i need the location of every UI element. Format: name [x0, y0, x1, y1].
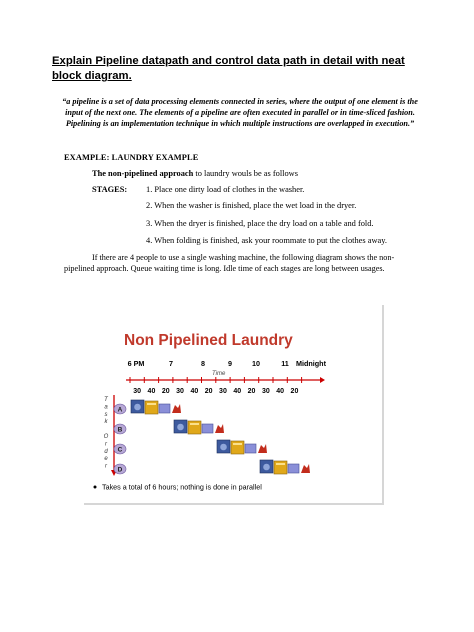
task-letter: D	[117, 466, 123, 474]
hour-label: 9	[228, 359, 232, 368]
dryer-panel-icon	[233, 443, 242, 445]
task-order-letter: d	[104, 448, 108, 455]
explanation-paragraph: If there are 4 people to use a single washing machine, the following diagram shows the non-pipelined approach. Queue waiting time is long. Idle time of each stages are long between usages.	[64, 253, 395, 273]
slot-label: 20	[247, 388, 256, 395]
washer-door-icon	[263, 464, 270, 471]
dryer-panel-icon	[276, 463, 285, 465]
hour-label: 11	[281, 359, 289, 368]
dryer-icon	[231, 441, 244, 454]
slot-label: 40	[147, 388, 156, 395]
hour-label: 10	[252, 359, 260, 368]
dryer-panel-icon	[147, 403, 156, 405]
slot-labels	[133, 388, 298, 395]
intro-line	[92, 169, 298, 178]
dryer-icon	[274, 461, 287, 474]
slot-label: 40	[233, 388, 242, 395]
task-row	[114, 460, 310, 474]
slot-label: 20	[161, 388, 170, 395]
fold-clothes-icon	[245, 444, 256, 453]
task-letter: B	[117, 426, 123, 434]
laundry-figure	[84, 305, 384, 505]
slot-label: 20	[290, 388, 299, 395]
washer-door-icon	[177, 424, 184, 431]
fold-clothes-icon	[159, 404, 170, 413]
task-row	[114, 420, 224, 434]
stage-item-2: 2. When the washer is finished, place the wet load in the dryer.	[146, 201, 357, 210]
stow-person-icon	[215, 424, 224, 433]
stage-item-3: 3. When the dryer is finished, place the dry load on a table and fold.	[146, 219, 374, 228]
laundry-diagram	[84, 305, 384, 505]
stow-person-icon	[301, 464, 310, 473]
pipeline-definition-quote: “a pipeline is a set of data processing elements connected in series, where the output of one element is the input of the next one. The elements of a pipeline are often executed in parallel or in time-sliced fashion. Pipelining is an implementation technique in which multiple instructions are overlapped in execution.”	[62, 97, 418, 128]
task-order-letter: s	[104, 411, 108, 418]
hour-label: 7	[169, 359, 173, 368]
task-row	[114, 400, 181, 414]
example-heading: EXAMPLE: LAUNDRY EXAMPLE	[64, 153, 199, 162]
task-order-letter: r	[105, 463, 107, 470]
time-label: Time	[212, 371, 226, 377]
figure-title: Non Pipelined Laundry	[124, 332, 293, 349]
washer-door-icon	[220, 444, 227, 451]
dryer-icon	[145, 401, 158, 414]
time-axis-arrowhead	[320, 377, 325, 383]
task-rows	[114, 400, 310, 474]
slot-label: 30	[219, 388, 227, 395]
hour-label: 6 PM	[127, 359, 145, 368]
intro-rest: to laundry wouls be as follows	[193, 169, 298, 178]
task-order-letter: r	[105, 441, 107, 448]
hour-label: 8	[201, 359, 205, 368]
slot-label: 20	[204, 388, 213, 395]
hour-label: Midnight	[296, 359, 326, 368]
dryer-panel-icon	[190, 423, 199, 425]
task-order-letter: e	[104, 456, 108, 463]
washer-door-icon	[134, 404, 141, 411]
page-heading: Explain Pipeline datapath and control data path in detail with neat block diagram.	[52, 55, 405, 82]
task-order-letter: T	[104, 397, 108, 403]
stow-person-icon	[172, 404, 181, 413]
task-letter: C	[117, 446, 123, 454]
fold-clothes-icon	[288, 464, 299, 473]
task-order-label	[104, 397, 110, 470]
time-axis	[126, 377, 325, 383]
task-row	[114, 440, 267, 454]
stage-item-4: 4. When folding is finished, ask your roommate to put the clothes away.	[146, 236, 387, 245]
slot-label: 30	[133, 388, 142, 395]
caption-bullet	[94, 486, 97, 489]
stow-person-icon	[258, 444, 267, 453]
task-order-letter: O	[103, 434, 109, 440]
intro-bold: The non-pipelined approach	[92, 169, 194, 178]
figure-caption: Takes a total of 6 hours; nothing is done in parallel	[102, 482, 262, 492]
slot-label: 40	[276, 388, 285, 395]
slot-label: 40	[190, 388, 199, 395]
task-order-letter: k	[104, 419, 108, 426]
dryer-icon	[188, 421, 201, 434]
slot-label: 30	[176, 388, 184, 395]
fold-clothes-icon	[202, 424, 213, 433]
hour-labels	[128, 359, 327, 368]
task-letter: A	[117, 406, 123, 414]
slot-label: 30	[261, 388, 270, 395]
task-order-letter: a	[104, 404, 108, 411]
stage-item-1: 1. Place one dirty load of clothes in the washer.	[146, 185, 305, 194]
stages-label: STAGES:	[92, 185, 128, 194]
